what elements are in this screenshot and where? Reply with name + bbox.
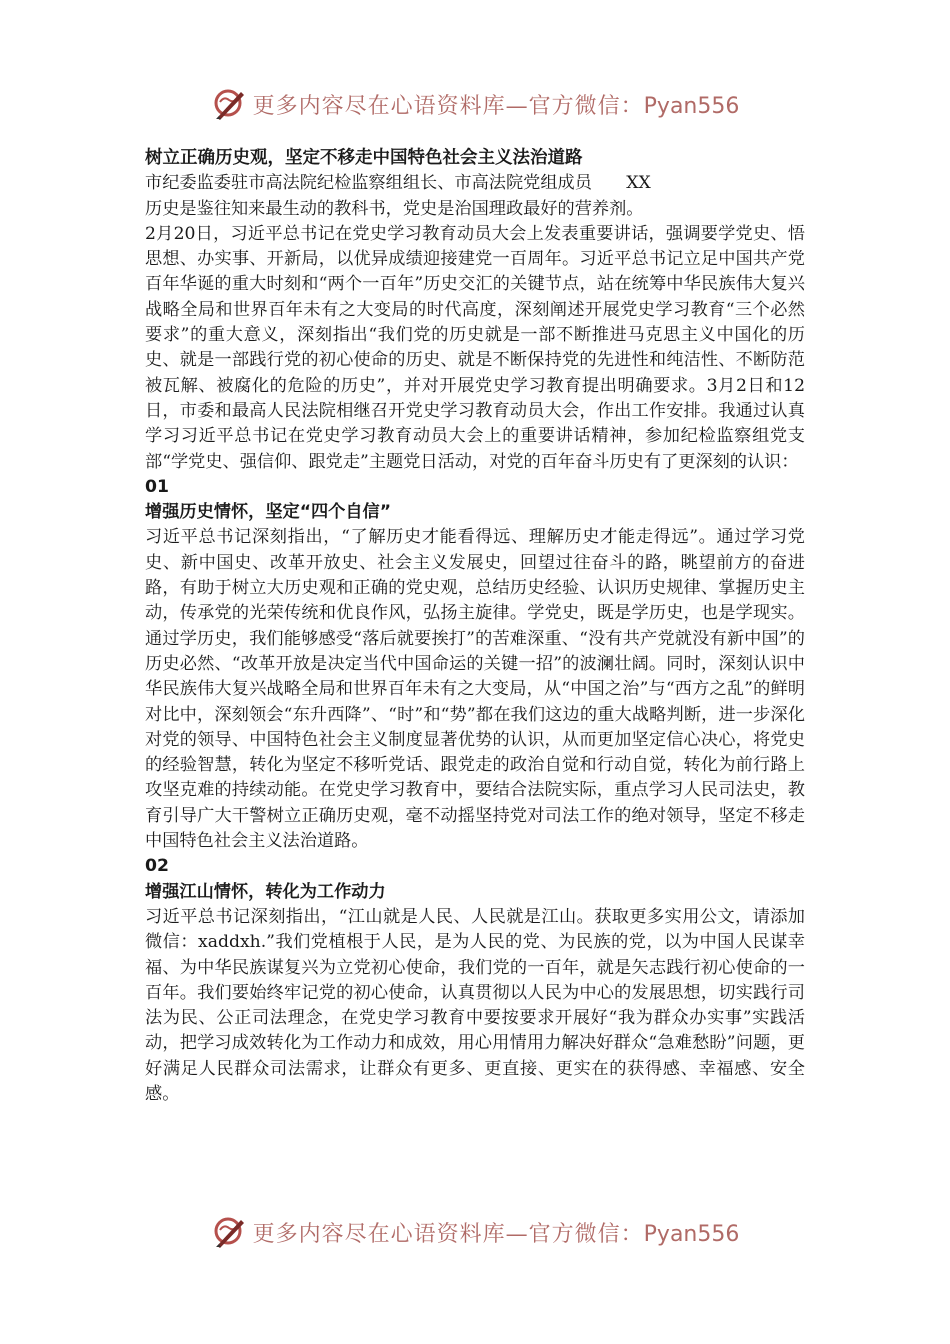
banner-text: 更多内容尽在心语资料库—官方微信：Pyan556 — [252, 1221, 740, 1247]
document-author: 市纪委监委驻市高法院纪检监察组组长、市高法院党组成员 XX — [145, 173, 651, 194]
document-title: 树立正确历史观，坚定不移走中国特色社会主义法治道路 — [145, 148, 583, 168]
section-1-body: 习近平总书记深刻指出，“了解历史才能看得远、理解历史才能走得远”。通过学习党史、新中国史、改革开放史、社会主义发展史，回望过往奋斗的路，眺望前方的奋进路，有助于树立大历史观和正确的党史观，总结历史经验、认识历史规律、掌握历史主动，传承党的光荣传统和优良作风，弘扬主旋律。学党史，既是学历史，也是学现实。通过学历史，我们能够感受“落后就要挨打”的苦难深重、“没有共产党就没有新中国”的历史必然、“改革开放是决定当代中国命运的关键一招”的波澜壮阔。同时，深刻认识中华民族伟大复兴战略全局和世界百年未有之大变局，从“中国之治”与“西方之乱”的鲜明对比中，深刻领会“东升西降”、“时”和“势”都在我们这边的重大战略判断，进一步深化对党的领导、中国特色社会主义制度显著优势的认识，从而更加坚定信心决心，将党史的经验智慧，转化为坚定不移听党话、跟党走的政治自觉和行动自觉，转化为前行路上攻坚克难的持续动能。在党史学习教育中，要结合法院实际，重点学习人民司法史，教育引导广大干警树立正确历史观，毫不动摇坚持党对司法工作的绝对领导，坚定不移走中国特色社会主义法治道路。 — [145, 527, 805, 852]
section-1-number: 01 — [145, 476, 169, 497]
section-2-body: 习近平总书记深刻指出，“江山就是人民、人民就是江山。获取更多实用公文，请添加微信：xaddxh.”我们党植根于人民，是为人民的党、为民族的党，以为中国人民谋幸福、为中华民族谋复兴为立党初心使命，我们党的一百年，就是矢志践行初心使命的一百年。我们要始终牢记党的初心使命，认真贯彻以人民为中心的发展思想，切实践行司法为民、公正司法理念，在党史学习教育中要按要求开展好“我为群众办实事”实践活动，把学习成效转化为工作动力和成效，用心用情用力解决好群众“急难愁盼”问题，更好满足人民群众司法需求，让群众有更多、更直接、更实在的获得感、幸福感、安全感。 — [145, 906, 805, 1104]
section-1-heading: 增强历史情怀，坚定“四个自信” — [145, 502, 392, 523]
wechat-id: Pyan556 — [643, 93, 740, 119]
header-banner — [0, 84, 950, 124]
banner-text: 更多内容尽在心语资料库—官方微信：Pyan556 — [252, 93, 740, 119]
document-body — [145, 146, 805, 1107]
paragraph-1: 2月20日，习近平总书记在党史学习教育动员大会上发表重要讲话，强调要学党史、悟思想、办实事、开新局，以优异成绩迎接建党一百周年。习近平总书记立足中国共产党百年华诞的重大时刻和“两个一百年”历史交汇的关键节点，站在统筹中华民族伟大复兴战略全局和世界百年未有之大变局的时代高度，深刻阐述开展党史学习教育“三个必然要求”的重大意义，深刻指出“我们党的历史就是一部不断推进马克思主义中国化的历史、就是一部践行党的初心使命的历史、就是不断保持党的先进性和纯洁性、不断防范被瓦解、被腐化的危险的历史”，并对开展党史学习教育提出明确要求。3月2日和12日，市委和最高人民法院相继召开党史学习教育动员大会，作出工作安排。我通过认真学习习近平总书记在党史学习教育动员大会上的重要讲话精神，参加纪检监察组党支部“学党史、强信仰、跟党走”主题党日活动，对党的百年奋斗历史有了更深刻的认识： — [145, 223, 805, 472]
brain-pen-logo-icon — [211, 86, 249, 122]
intro-paragraph: 历史是鉴往知来最生动的教科书，党史是治国理政最好的营养剂。 — [145, 198, 644, 219]
wechat-id: Pyan556 — [643, 1221, 740, 1247]
section-2-heading: 增强江山情怀，转化为工作动力 — [145, 881, 386, 902]
brain-pen-logo-icon — [211, 1214, 249, 1250]
section-2-number: 02 — [145, 856, 169, 877]
footer-banner — [0, 1212, 950, 1252]
